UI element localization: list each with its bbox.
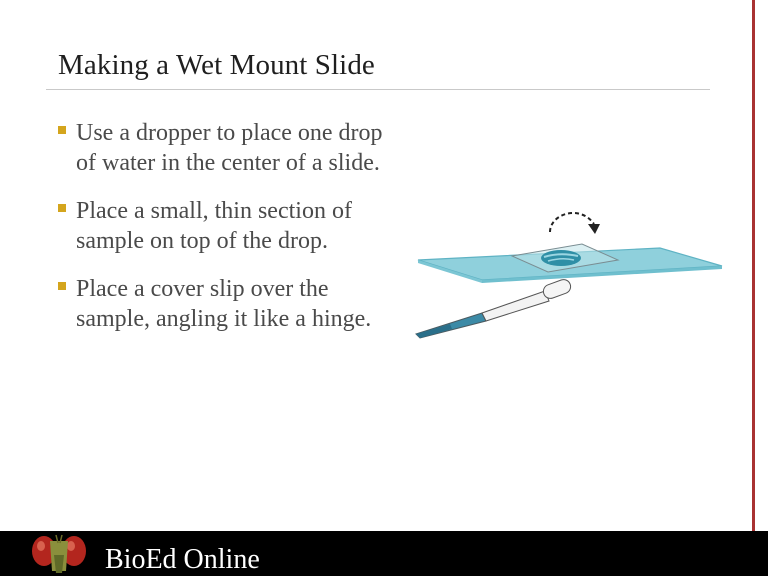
- bullet-item: [58, 196, 388, 256]
- slide-title: Making a Wet Mount Slide: [58, 49, 375, 81]
- dropper: [416, 278, 573, 338]
- bullet-square-icon: [58, 126, 66, 134]
- wet-mount-illustration: [410, 200, 730, 345]
- bullet-item: [58, 274, 388, 334]
- fly-head-icon: [28, 531, 90, 576]
- bullet-text: Use a dropper to place one drop of water in the center of a slide.: [76, 120, 383, 176]
- title-divider: [46, 89, 710, 90]
- bullet-item: [58, 118, 388, 178]
- sample-drop: [541, 250, 581, 266]
- bullet-list: [58, 118, 388, 352]
- right-accent-rule: [752, 0, 755, 531]
- footer-bar: [0, 531, 768, 576]
- bullet-text: Place a small, thin section of sample on top of the drop.: [76, 198, 352, 254]
- bullet-text: Place a cover slip over the sample, angling it like a hinge.: [76, 276, 372, 332]
- bullet-square-icon: [58, 282, 66, 290]
- curved-arrow-icon: [550, 213, 600, 234]
- footer-brand: BioEd Online: [105, 544, 260, 575]
- bullet-square-icon: [58, 204, 66, 212]
